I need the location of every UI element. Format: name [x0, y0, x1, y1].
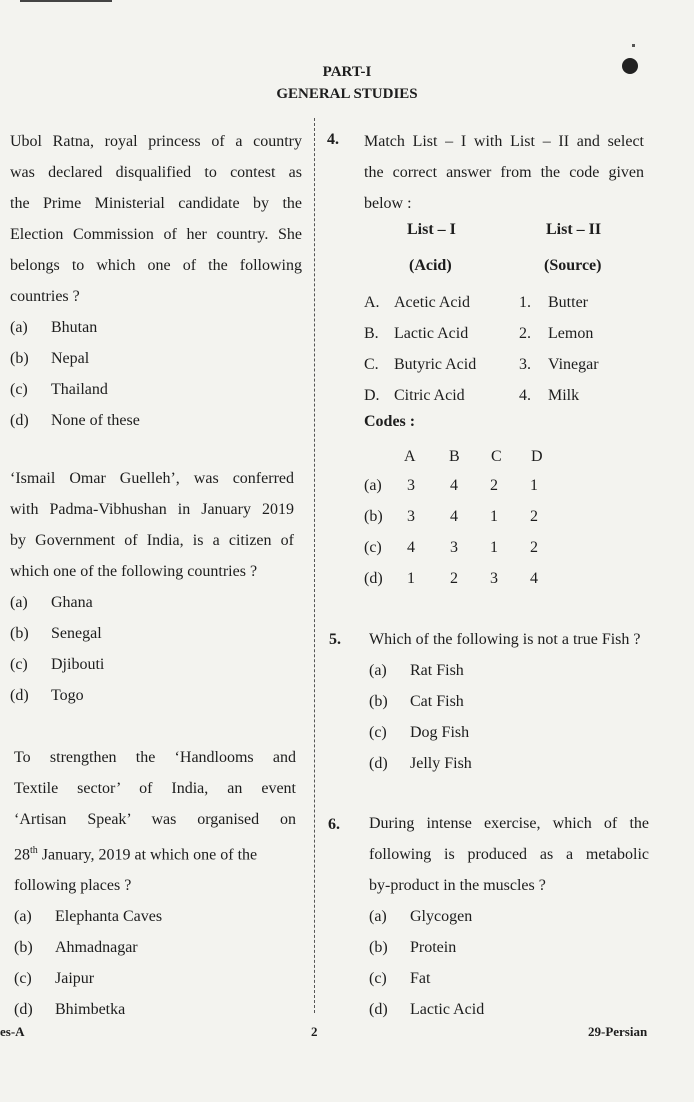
list1-label: A.	[364, 294, 380, 311]
option-text: None of these	[51, 412, 140, 429]
question-text-line: with Padma-Vibhushan in January 2019	[10, 501, 294, 518]
question-3	[14, 742, 296, 1025]
option-text: Dog Fish	[410, 724, 470, 741]
question-text-line: following places ?	[14, 877, 132, 895]
answer-option	[10, 343, 302, 374]
footer-subject-code: 29-Persian	[588, 1024, 648, 1039]
answer-option	[369, 655, 669, 686]
question-1	[10, 126, 302, 436]
code-value: 3	[407, 508, 415, 525]
code-value: 4	[530, 570, 538, 587]
list2-title: List – II	[546, 221, 602, 238]
code-value: 2	[530, 508, 538, 525]
answer-option	[369, 932, 649, 963]
option-text: Djibouti	[51, 656, 105, 673]
option-label: (c)	[10, 656, 28, 673]
answer-option	[14, 994, 296, 1025]
option-label: (b)	[10, 625, 29, 642]
option-label: (a)	[10, 319, 28, 336]
question-text-line: Ubol Ratna, royal princess of a country	[10, 133, 302, 150]
code-value: 4	[450, 477, 458, 494]
list2-item: Vinegar	[548, 356, 599, 373]
list1-item: Acetic Acid	[394, 294, 470, 311]
answer-option	[10, 374, 302, 405]
option-label: (d)	[14, 1001, 33, 1019]
answer-option	[369, 717, 669, 748]
answer-option	[10, 618, 294, 649]
code-value: 3	[407, 477, 415, 494]
question-text-line: below :	[364, 195, 412, 212]
option-text: Jaipur	[55, 970, 95, 988]
answer-option	[14, 932, 296, 963]
option-text: Lactic Acid	[410, 1001, 485, 1018]
code-value: 3	[490, 570, 498, 587]
code-row-label: (b)	[364, 508, 383, 525]
list-rows	[364, 287, 664, 411]
answer-option	[369, 963, 649, 994]
option-text: Elephanta Caves	[55, 908, 163, 926]
option-label: (a)	[369, 908, 387, 925]
question-text-line: During intense exercise, which of the	[369, 815, 649, 832]
option-label: (b)	[10, 350, 29, 367]
option-text: Ghana	[51, 594, 93, 611]
question-text-line: ‘Artisan Speak’ was organised on	[14, 811, 296, 828]
question-text-line: ‘Ismail Omar Guelleh’, was conferred	[10, 470, 294, 487]
question-text-line: Textile sector’ of India, an event	[14, 780, 296, 797]
answer-option	[369, 901, 649, 932]
answer-option	[369, 748, 669, 779]
option-text: Rat Fish	[410, 662, 464, 679]
option-text: Bhimbetka	[55, 1001, 126, 1019]
option-label: (c)	[369, 970, 387, 987]
list2-label: 2.	[519, 325, 531, 342]
option-label: (d)	[10, 687, 29, 704]
list-row	[364, 287, 664, 318]
answer-option	[369, 994, 649, 1025]
question-number: 4.	[327, 131, 339, 148]
option-text: Ahmadnagar	[55, 939, 138, 957]
question-text-line: belongs to which one of the following	[10, 257, 302, 274]
option-text: Glycogen	[410, 908, 473, 925]
question-text-line: Election Commission of her country. She	[10, 226, 302, 243]
code-value: 2	[450, 570, 458, 587]
date-day: 28	[14, 846, 30, 864]
answer-option	[14, 901, 296, 932]
option-text: Togo	[51, 687, 84, 704]
option-label: (c)	[369, 724, 387, 741]
question-number: 6.	[328, 816, 340, 833]
answer-option	[369, 686, 669, 717]
question-text-line: which one of the following countries ?	[10, 563, 258, 580]
question-2	[10, 463, 294, 711]
question-text-line: by-product in the muscles ?	[369, 877, 546, 894]
option-label: (a)	[14, 908, 32, 926]
option-text: Bhutan	[51, 319, 98, 336]
footer-page-number: 2	[311, 1024, 318, 1039]
codes-header-row	[364, 443, 543, 470]
question-text-line: was declared disqualified to contest as	[10, 164, 302, 181]
question-number: 5.	[329, 631, 341, 648]
answer-option	[10, 680, 294, 711]
list2-item: Butter	[548, 294, 588, 311]
list2-label: 1.	[519, 294, 531, 311]
option-label: (b)	[369, 693, 388, 710]
question-5	[369, 624, 669, 779]
question-text-line	[14, 835, 296, 870]
option-label: (d)	[369, 1001, 388, 1018]
top-rule	[20, 0, 112, 2]
list2-label: 4.	[519, 387, 531, 404]
list1-label: D.	[364, 387, 380, 404]
option-label: (b)	[369, 939, 388, 956]
answer-option	[10, 405, 302, 436]
list1-title: List – I	[407, 221, 456, 238]
question-text-line: Match List – I with List – II and select	[364, 133, 644, 150]
list2-item: Lemon	[548, 325, 594, 342]
question-text-line: countries ?	[10, 288, 80, 305]
list1-label: B.	[364, 325, 379, 342]
option-text: Nepal	[51, 350, 90, 367]
part-heading: PART-I	[322, 64, 372, 80]
column-divider	[314, 118, 315, 1013]
answer-option	[10, 649, 294, 680]
code-row-label: (c)	[364, 539, 382, 556]
list-row	[364, 318, 664, 349]
question-text-line: following is produced as a metabolic	[369, 846, 649, 863]
option-text: Senegal	[51, 625, 102, 642]
option-label: (c)	[10, 381, 28, 398]
option-text: Cat Fish	[410, 693, 464, 710]
question-text-line: by Government of India, is a citizen of	[10, 532, 294, 549]
code-row-label: (a)	[364, 477, 382, 494]
code-row	[364, 501, 543, 532]
list1-item: Lactic Acid	[394, 325, 469, 342]
code-value: 1	[530, 477, 538, 494]
list2-subtitle: (Source)	[544, 257, 602, 274]
code-header: A	[404, 448, 416, 465]
list2-label: 3.	[519, 356, 531, 373]
date-suffix: th	[30, 845, 38, 856]
code-header: C	[491, 448, 502, 465]
codes-title: Codes :	[364, 413, 416, 430]
code-row	[364, 563, 543, 594]
code-value: 2	[530, 539, 538, 556]
question-text-line: the correct answer from the code given	[364, 164, 644, 181]
code-value: 4	[407, 539, 415, 556]
code-header: B	[449, 448, 460, 465]
date-rest: January, 2019 at which one of the	[37, 846, 258, 864]
code-header: D	[531, 448, 543, 465]
list-row	[364, 349, 664, 380]
question-4	[364, 126, 644, 219]
codes-table	[364, 443, 543, 594]
question-text-line: the Prime Ministerial candidate by the	[10, 195, 302, 212]
code-value: 1	[407, 570, 415, 587]
footer-series: es-A	[0, 1024, 25, 1039]
list-row	[364, 380, 664, 411]
code-row	[364, 470, 543, 501]
list1-item: Citric Acid	[394, 387, 465, 404]
code-value: 1	[490, 539, 498, 556]
option-label: (d)	[369, 755, 388, 772]
ink-speck	[632, 44, 635, 47]
question-text-line: To strengthen the ‘Handlooms and	[14, 749, 296, 766]
option-label: (a)	[10, 594, 28, 611]
code-value: 1	[490, 508, 498, 525]
option-label: (c)	[14, 970, 32, 988]
code-value: 4	[450, 508, 458, 525]
option-text: Protein	[410, 939, 457, 956]
code-value: 2	[490, 477, 498, 494]
list2-item: Milk	[548, 387, 580, 404]
section-heading: GENERAL STUDIES	[276, 86, 418, 102]
list1-subtitle: (Acid)	[409, 257, 452, 274]
option-text: Fat	[410, 970, 431, 987]
option-label: (d)	[10, 412, 29, 429]
code-row	[364, 532, 543, 563]
option-label: (a)	[369, 662, 387, 679]
answer-option	[10, 587, 294, 618]
list1-label: C.	[364, 356, 379, 373]
answer-option	[14, 963, 296, 994]
code-value: 3	[450, 539, 458, 556]
code-row-label: (d)	[364, 570, 383, 587]
question-text-line: Which of the following is not a true Fish ?	[369, 631, 641, 648]
answer-option	[10, 312, 302, 343]
question-6	[369, 808, 649, 1025]
option-text: Jelly Fish	[410, 755, 472, 772]
list1-item: Butyric Acid	[394, 356, 477, 373]
option-text: Thailand	[51, 381, 108, 398]
option-label: (b)	[14, 939, 33, 957]
